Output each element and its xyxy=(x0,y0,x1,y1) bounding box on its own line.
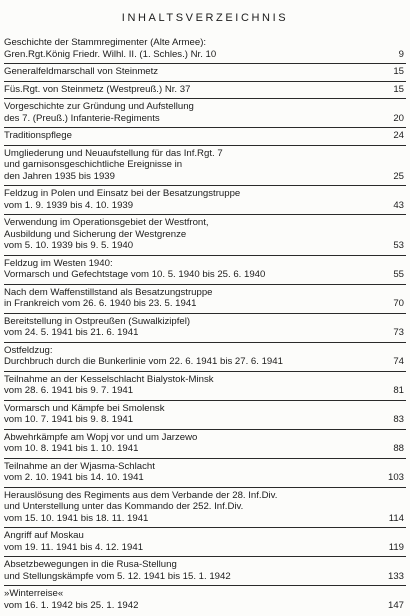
toc-list xyxy=(4,37,406,616)
toc-entry xyxy=(4,84,406,100)
toc-entry xyxy=(4,66,406,82)
toc-entry-line: vom 1. 9. 1939 bis 4. 10. 1939 xyxy=(4,199,134,211)
toc-entry-line: Feldzug in Polen und Einsatz bei der Besatzungstruppe xyxy=(4,188,241,199)
toc-entry-line: Durchbruch durch die Bunkerlinie vom 22. 6. 1941 bis 27. 6. 1941 xyxy=(4,356,283,367)
toc-entry-line: vom 5. 10. 1939 bis 9. 5. 1940 xyxy=(4,240,134,251)
toc-entry-line: vom 10. 8. 1941 bis 1. 10. 1941 xyxy=(4,443,139,454)
toc-entry-line: Nach dem Waffenstillstand als Besatzungstruppe xyxy=(4,286,213,298)
toc-entry-line: und Stellungskämpfe vom 5. 12. 1941 bis 15. 1. 1942 xyxy=(4,570,231,582)
toc-entry xyxy=(4,130,406,146)
toc-page-number: 133 xyxy=(387,570,404,582)
toc-page-number: 147 xyxy=(387,599,404,611)
toc-entry-line: Feldzug im Westen 1940: xyxy=(4,257,113,269)
toc-page-number: 9 xyxy=(398,48,404,60)
toc-entry xyxy=(4,432,406,459)
toc-entry-line: Vorgeschichte zur Gründung und Aufstellung xyxy=(4,101,194,112)
toc-entry-line: Herauslösung des Regiments aus dem Verbande der 28. Inf.Div. xyxy=(4,489,278,501)
toc-entry xyxy=(4,588,406,614)
toc-entry-line: Verwendung im Operationsgebiet der Westfront, xyxy=(4,217,209,228)
toc-entry-line: vom 2. 10. 1941 bis 14. 10. 1941 xyxy=(4,472,144,483)
toc-page-number: 83 xyxy=(393,414,404,425)
toc-entry xyxy=(4,374,406,401)
toc-entry-line: Teilnahme an der Wjasma-Schlacht xyxy=(4,460,155,472)
toc-page-number: 25 xyxy=(393,170,404,182)
toc-entry-line: Generalfeldmarschall von Steinmetz xyxy=(4,66,159,77)
toc-entry xyxy=(4,101,406,128)
toc-entry-line: des 7. (Preuß.) Infanterie-Regiments xyxy=(4,112,160,124)
toc-page-number: 15 xyxy=(393,66,404,77)
toc-page-number: 43 xyxy=(393,199,404,211)
toc-page-number: 70 xyxy=(393,298,404,309)
toc-entry xyxy=(4,403,406,430)
toc-page xyxy=(4,0,406,611)
toc-entry-line: vom 19. 11. 1941 bis 4. 12. 1941 xyxy=(4,541,144,553)
toc-page-number: 15 xyxy=(393,83,404,95)
toc-entry-line: Traditionspflege xyxy=(4,130,72,141)
toc-entry-line: den Jahren 1935 bis 1939 xyxy=(4,170,115,182)
toc-page-number: 73 xyxy=(393,327,404,338)
toc-entry xyxy=(4,287,406,314)
toc-entry xyxy=(4,258,406,285)
toc-entry-line: Umgliederung und Neuaufstellung für das Inf.Rgt. 7 xyxy=(4,147,223,159)
toc-entry-line: vom 28. 6. 1941 bis 9. 7. 1941 xyxy=(4,385,134,396)
toc-entry-line: Vormarsch und Gefechtstage vom 10. 5. 1940 bis 25. 6. 1940 xyxy=(4,269,266,280)
toc-page-number: 103 xyxy=(387,472,404,483)
toc-entry-line: Geschichte der Stammregimenter (Alte Armee): xyxy=(4,37,207,48)
toc-entry-line: Gren.Rgt.König Friedr. Wilhl. II. (1. Schles.) Nr. 10 xyxy=(4,48,217,60)
toc-page-number: 114 xyxy=(388,512,404,524)
toc-entry-line: vom 24. 5. 1941 bis 21. 6. 1941 xyxy=(4,327,139,338)
toc-entry-line: vom 16. 1. 1942 bis 25. 1. 1942 xyxy=(4,599,139,611)
toc-entry-line: Angriff auf Moskau xyxy=(4,530,84,541)
toc-entry xyxy=(4,316,406,343)
toc-page-number: 119 xyxy=(388,541,404,553)
toc-page-number: 24 xyxy=(393,130,404,141)
toc-entry-line: Abwehrkämpfe am Wopj vor und um Jarzewo xyxy=(4,431,198,443)
toc-entry xyxy=(4,530,406,557)
toc-page-number: 88 xyxy=(393,443,404,454)
toc-entry xyxy=(4,148,406,187)
toc-entry-line: Füs.Rgt. von Steinmetz (Westpreuß.) Nr. 37 xyxy=(4,83,191,95)
toc-page-number: 55 xyxy=(393,269,404,280)
toc-page-number: 53 xyxy=(393,240,404,251)
toc-page-number: 20 xyxy=(393,112,404,124)
toc-entry-line: »Winterreise« xyxy=(4,588,64,599)
toc-entry-line: vom 15. 10. 1941 bis 18. 11. 1941 xyxy=(4,512,149,524)
toc-entry-line: und garnisonsgeschichtliche Ereignisse in xyxy=(4,159,183,170)
toc-entry-line: Ausbildung und Sicherung der Westgrenze xyxy=(4,228,187,240)
toc-entry xyxy=(4,461,406,488)
toc-entry-line: Ostfeldzug: xyxy=(4,344,53,356)
toc-entry xyxy=(4,188,406,215)
toc-entry-line: Bereitstellung in Ostpreußen (Suwalkizipfel) xyxy=(4,315,191,327)
toc-page-number: 74 xyxy=(393,356,404,367)
toc-entry-line: Vormarsch und Kämpfe bei Smolensk xyxy=(4,402,165,414)
toc-entry xyxy=(4,490,406,529)
toc-entry-line: und Unterstellung unter das Kommando der 252. Inf.Div. xyxy=(4,501,244,512)
toc-entry xyxy=(4,559,406,586)
toc-page-number: 81 xyxy=(393,385,404,396)
toc-entry xyxy=(4,345,406,372)
toc-entry xyxy=(4,37,406,64)
toc-entry xyxy=(4,217,406,256)
toc-entry-line: vom 10. 7. 1941 bis 9. 8. 1941 xyxy=(4,414,134,425)
toc-entry-line: in Frankreich vom 26. 6. 1940 bis 23. 5. 1941 xyxy=(4,298,197,309)
toc-entry-line: Absetzbewegungen in die Rusa-Stellung xyxy=(4,559,177,570)
page-title: INHALTSVERZEICHNIS xyxy=(121,12,289,24)
toc-entry-line: Teilnahme an der Kesselschlacht Bialystok-Minsk xyxy=(4,373,214,385)
